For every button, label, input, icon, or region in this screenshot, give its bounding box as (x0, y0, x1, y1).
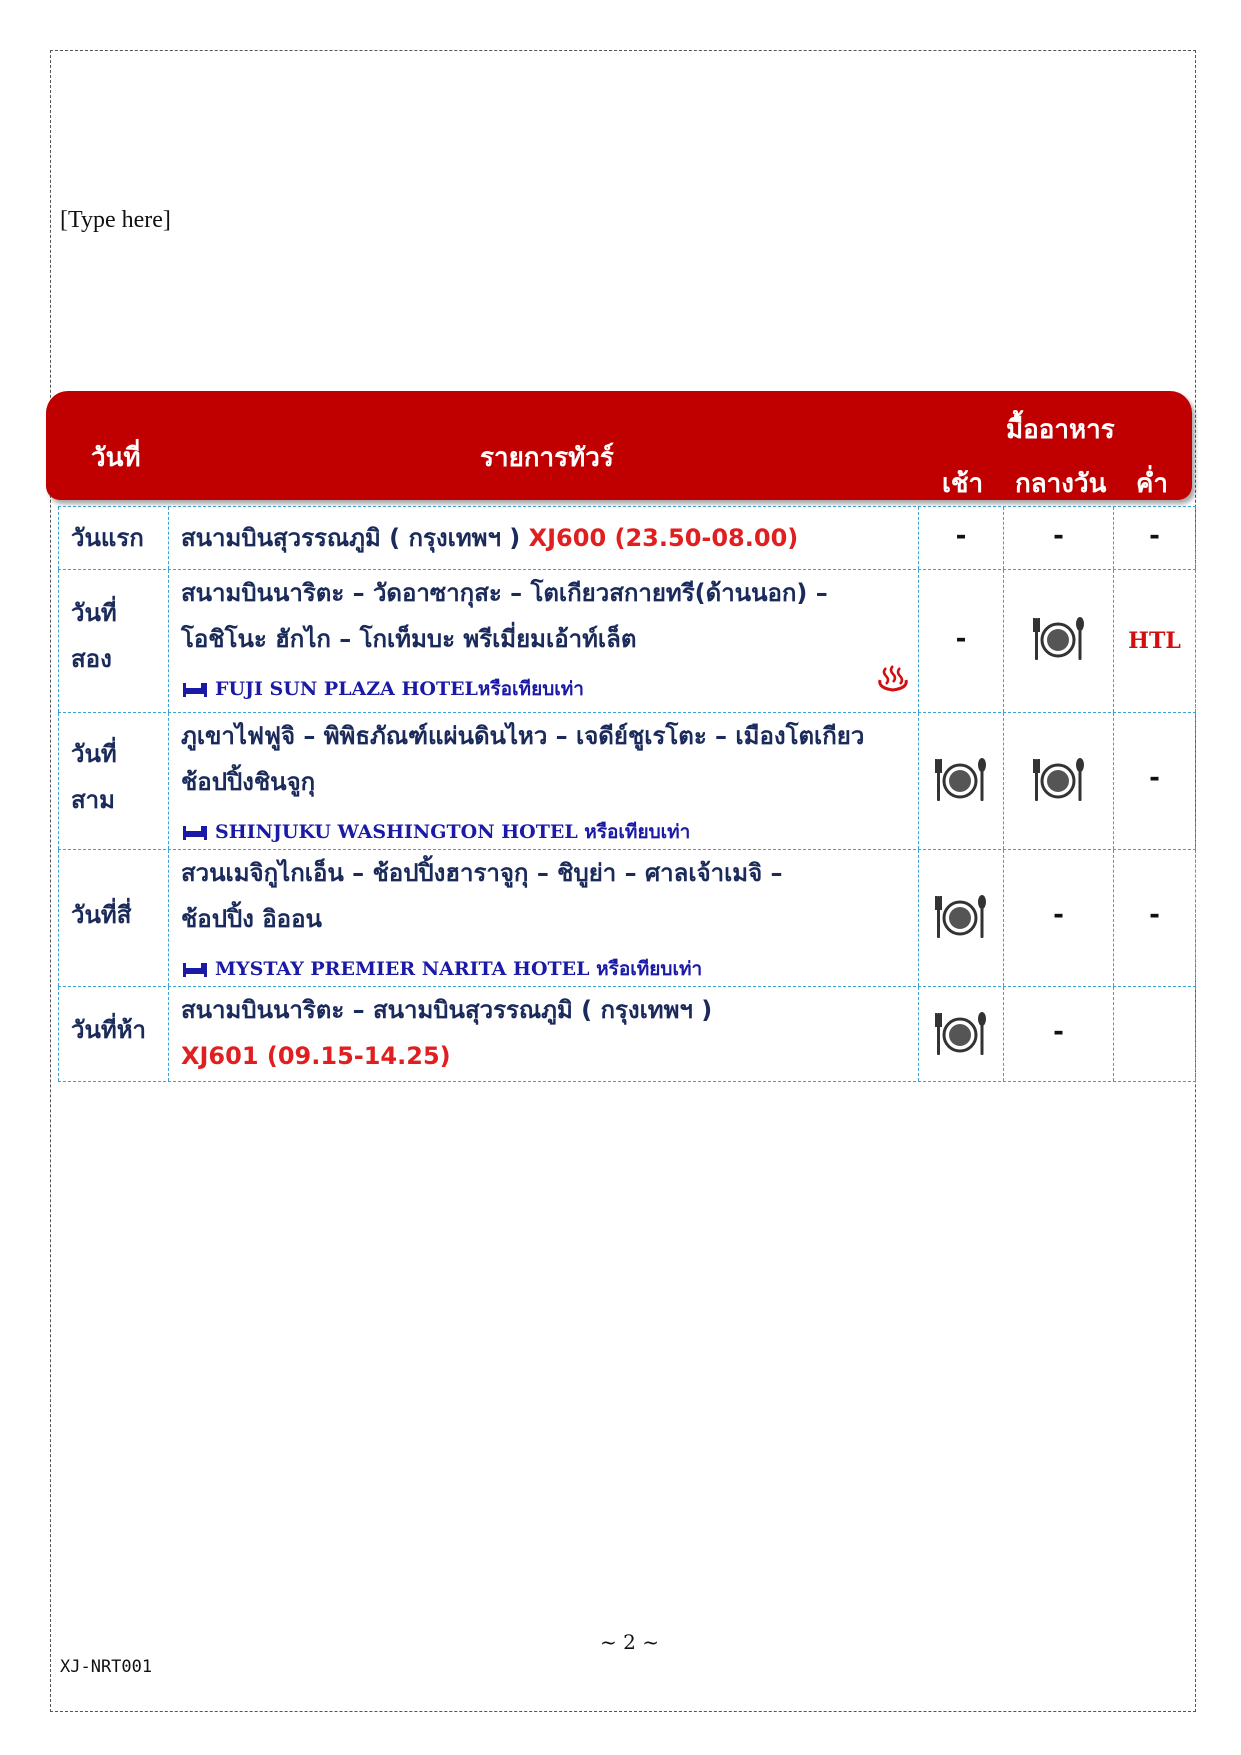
hotel-info: SHINJUKU WASHINGTON HOTEL หรือเทียบเท่า (181, 817, 690, 847)
program-line: ช้อปปิ้ง อิออน (181, 905, 322, 933)
lunch-cell: - (1053, 1017, 1064, 1047)
plate-fork-knife-icon (934, 890, 988, 944)
page-number: ~ 2 ~ (600, 1630, 659, 1654)
bed-icon (181, 961, 209, 979)
bed-icon (181, 824, 209, 842)
table-row (58, 850, 1196, 987)
hotel-info: MYSTAY PREMIER NARITA HOTEL หรือเทียบเท่า (181, 954, 702, 984)
header-breakfast: เช้า (942, 469, 984, 499)
day-label: วันที่ห้า (71, 1016, 146, 1044)
header-placeholder[interactable]: [Type here] (60, 207, 171, 233)
table-row (58, 987, 1196, 1082)
flight-info: XJ601 (09.15-14.25) (181, 1042, 451, 1070)
lunch-cell: - (1053, 521, 1064, 551)
plate-fork-knife-icon (934, 1007, 988, 1061)
program-line: สนามบินนาริตะ – วัดอาซากุสะ – โตเกียวสกายทรี(ด้านนอก) – (181, 579, 828, 607)
program-line: สนามบินนาริตะ – สนามบินสุวรรณภูมิ ( กรุงเทพฯ ) (181, 996, 713, 1024)
breakfast-cell: - (955, 521, 967, 551)
header-meals: มื้ออาหาร (1006, 415, 1115, 445)
plate-fork-knife-icon (1032, 753, 1086, 807)
header-dinner: ค่ำ (1136, 469, 1168, 499)
day-label: วันที่สี่ (71, 901, 132, 929)
program-line: ช้อปปิ้งชินจูกุ (181, 768, 316, 796)
hotel-info: FUJI SUN PLAZA HOTELหรือเทียบเท่า (181, 674, 584, 704)
program-line: สนามบินสุวรรณภูมิ ( กรุงเทพฯ ) XJ600 (23.50-08.00) (181, 524, 799, 552)
flight-info: XJ600 (23.50-08.00) (528, 524, 799, 552)
header-program: รายการทัวร์ (480, 443, 614, 473)
table-row (58, 570, 1196, 713)
dinner-cell: - (1149, 900, 1160, 930)
day-label: วันที่ สอง (71, 599, 117, 673)
program-line: สวนเมจิกูไกเอ็น – ช้อปปิ้งฮาราจูกุ – ชิบูย่า – ศาลเจ้าเมจิ – (181, 859, 783, 887)
lunch-cell: - (1053, 900, 1064, 930)
program-line: โอชิโนะ ฮักไก – โกเท็มบะ พรีเมี่ยมเอ้าท์เล็ต (181, 625, 637, 653)
itinerary-table-header (46, 391, 1192, 500)
hot-spring-icon (876, 664, 910, 694)
bed-icon (181, 681, 209, 699)
footer-code: XJ-NRT001 (60, 1657, 153, 1677)
dinner-cell: - (1149, 521, 1160, 551)
breakfast-cell: - (955, 624, 967, 654)
itinerary-table (58, 506, 1196, 1082)
day-label: วันแรก (71, 524, 144, 552)
plate-fork-knife-icon (1032, 612, 1086, 666)
header-day: วันที่ (91, 443, 141, 473)
program-line: ภูเขาไฟฟูจิ – พิพิธภัณฑ์แผ่นดินไหว – เจดีย์ชูเรโตะ – เมืองโตเกียว (181, 722, 865, 750)
table-row (58, 713, 1196, 850)
day-label: วันที่ สาม (71, 740, 117, 814)
dinner-cell: - (1149, 763, 1160, 793)
dinner-cell: HTL (1128, 628, 1181, 654)
table-row (58, 506, 1196, 570)
header-lunch: กลางวัน (1015, 469, 1107, 499)
plate-fork-knife-icon (934, 753, 988, 807)
